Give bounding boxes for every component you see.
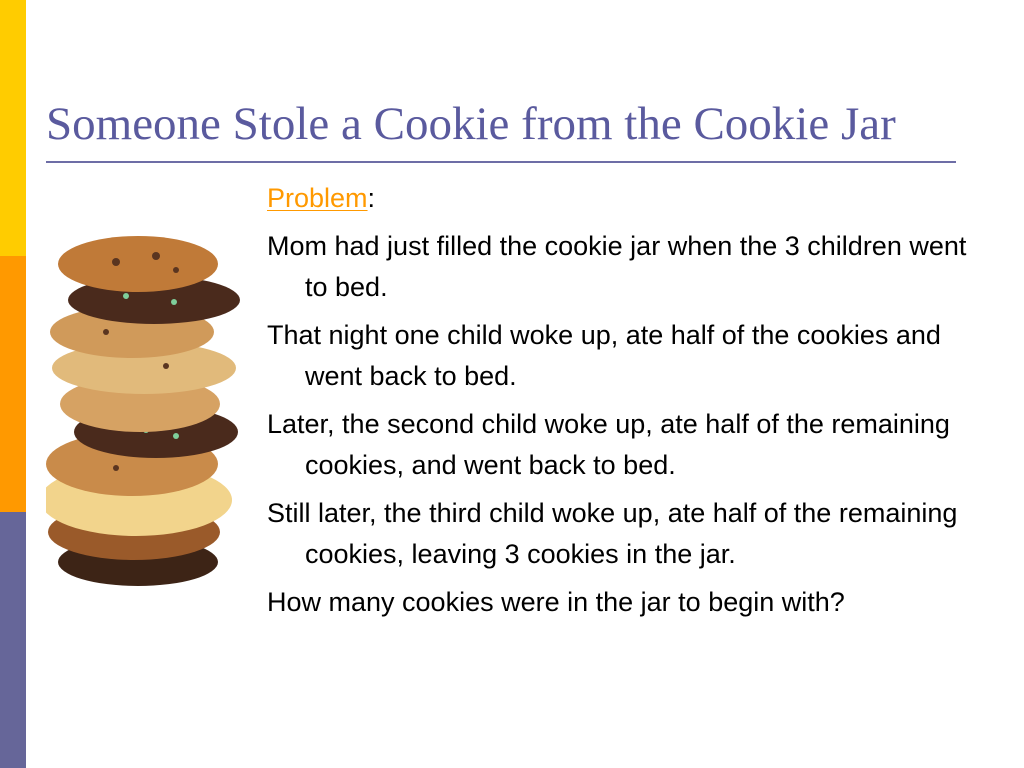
accent-bar-orange (0, 256, 26, 512)
problem-link[interactable]: Problem (267, 183, 368, 213)
problem-paragraph-3: Later, the second child woke up, ate half of the remaining cookies, and went back to bed. (267, 409, 950, 480)
problem-paragraph-2: That night one child woke up, ate half of the cookies and went back to bed. (267, 320, 941, 391)
problem-question: How many cookies were in the jar to begin with? (267, 587, 845, 617)
accent-bar-yellow (0, 0, 26, 256)
problem-paragraph-1: Mom had just filled the cookie jar when the 3 children went to bed. (267, 231, 967, 302)
title-divider (46, 161, 956, 163)
problem-colon: : (367, 183, 376, 213)
problem-heading (267, 178, 967, 219)
accent-bar-purple (0, 512, 26, 768)
cookie-stack-image (46, 232, 246, 594)
slide-body (267, 178, 967, 630)
slide-title: Someone Stole a Cookie from the Cookie Jar (46, 98, 896, 150)
problem-paragraph-4: Still later, the third child woke up, ate half of the remaining cookies, leaving 3 cookies in the jar. (267, 498, 958, 569)
